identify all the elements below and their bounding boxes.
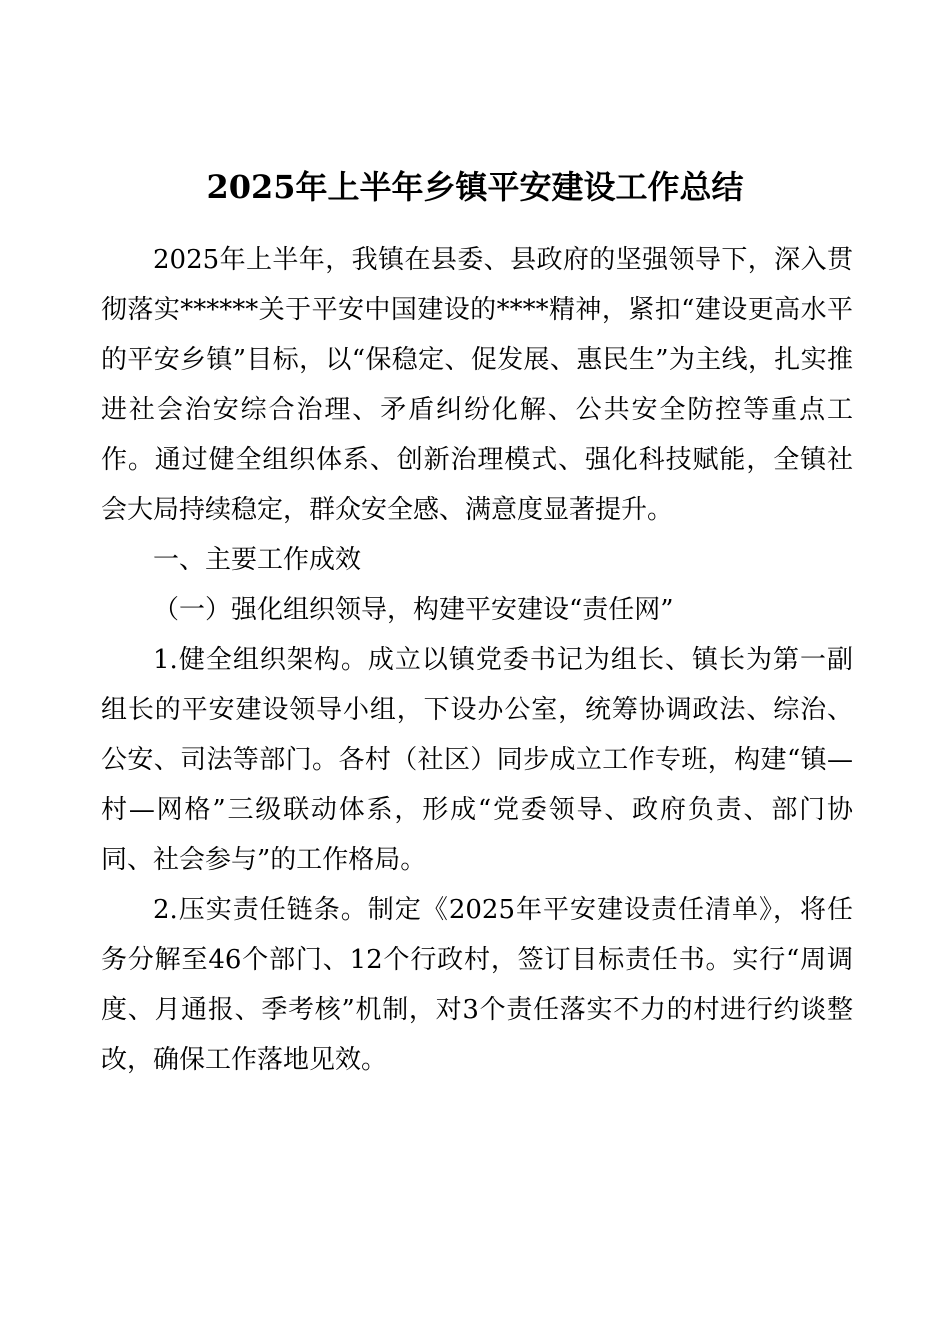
document-body bbox=[101, 235, 853, 1085]
item-paragraph-1: 1.健全组织架构。成立以镇党委书记为组长、镇长为第一副组长的平安建设领导小组，下设办公室，统筹协调政法、综治、公安、司法等部门。各村（社区）同步成立工作专班，构建“镇—村—网格”三级联动体系，形成“党委领导、政府负责、部门协同、社会参与”的工作格局。 bbox=[101, 645, 853, 875]
document-title: 2025年上半年乡镇平安建设工作总结 bbox=[206, 168, 744, 206]
item-paragraph-2: 2.压实责任链条。制定《2025年平安建设责任清单》，将任务分解至46个部门、12个行政村，签订目标责任书。实行“周调度、月通报、季考核”机制，对3个责任落实不力的村进行约谈整改，确保工作落地见效。 bbox=[101, 895, 853, 1075]
subsection-heading-organization: （一）强化组织领导，构建平安建设“责任网” bbox=[153, 595, 674, 625]
intro-paragraph: 2025年上半年，我镇在县委、县政府的坚强领导下，深入贯彻落实******关于平安中国建设的****精神，紧扣“建设更高水平的平安乡镇”目标，以“保稳定、促发展、惠民生”为主线，扎实推进社会治安综合治理、矛盾纠纷化解、公共安全防控等重点工作。通过健全组织体系、创新治理模式、强化科技赋能，全镇社会大局持续稳定，群众安全感、满意度显著提升。 bbox=[101, 245, 853, 525]
section-heading-main-results: 一、主要工作成效 bbox=[153, 545, 362, 575]
